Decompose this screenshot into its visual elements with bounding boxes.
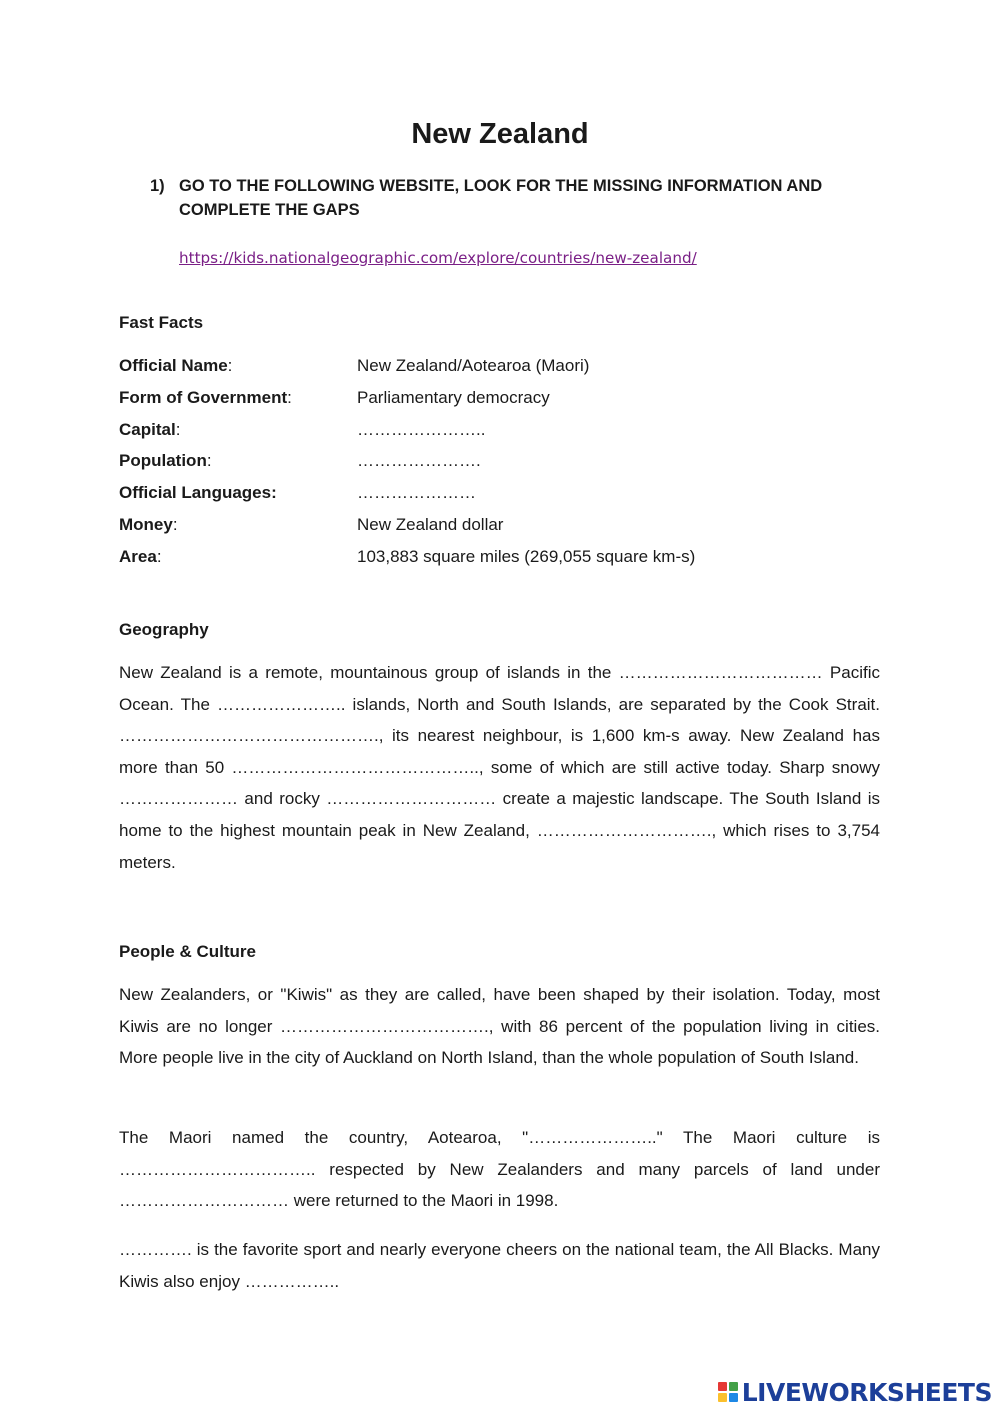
fact-label: Area: bbox=[119, 546, 162, 566]
fact-label: Money: bbox=[119, 514, 178, 534]
fact-label: Form of Government: bbox=[119, 387, 292, 407]
logo-text: LIVEWORKSHEETS bbox=[741, 1377, 992, 1407]
fact-label: Official Languages: bbox=[119, 483, 277, 503]
geography-paragraph: New Zealand is a remote, mountainous group of islands in the ……………………………… Pacific Ocean. The ………………….. islands, North and South Islands, are separated by the Cook Strait. ………………………………………., its nearest neighbour, is 1,600 km-s away. New Zealand has more than 50 …………………………………….., some of which are still active today. Sharp snowy ………………… and rocky ………………………… create a majestic landscape. The South Island is home to the highest mountain peak in New Zealand, …………………………., which rises to 3,754 meters. bbox=[119, 663, 880, 872]
people-paragraph-3: …………. is the favorite sport and nearly everyone cheers on the national team, the All Blacks. Many Kiwis also enjoy …………….. bbox=[119, 1240, 880, 1291]
liveworksheets-logo bbox=[718, 1379, 992, 1405]
people-paragraph-2: The Maori named the country, Aotearoa, "………………….." The Maori culture is …………………………….. respected by New Zealanders and many parcels of land under ………………………… were returned to the Maori in 1998. bbox=[119, 1128, 880, 1211]
fast-facts-heading: Fast Facts bbox=[119, 313, 204, 332]
logo-mark-square bbox=[718, 1382, 727, 1391]
fact-row-population bbox=[119, 448, 879, 480]
people-culture-heading: People & Culture bbox=[119, 942, 256, 961]
instruction bbox=[150, 174, 870, 222]
fast-facts-table bbox=[119, 353, 879, 576]
fact-row-official-languages bbox=[119, 480, 879, 512]
fact-row-money bbox=[119, 512, 879, 544]
logo-mark-square bbox=[729, 1393, 738, 1402]
fact-row-capital bbox=[119, 417, 879, 449]
fact-blank-population[interactable]: …………………. bbox=[357, 451, 481, 471]
fact-row-form-of-government bbox=[119, 385, 879, 417]
document-title: New Zealand bbox=[411, 118, 589, 150]
website-link[interactable]: https://kids.nationalgeographic.com/explore/countries/new-zealand/ bbox=[179, 249, 697, 267]
people-paragraph-1: New Zealanders, or "Kiwis" as they are called, have been shaped by their isolation. Today, most Kiwis are no longer ………………………………., with 86 percent of the population living in cities. More people live in the city of Auckland on North Island, than the whole population of South Island. bbox=[119, 985, 880, 1068]
instruction-text: GO TO THE FOLLOWING WEBSITE, LOOK FOR THE MISSING INFORMATION AND COMPLETE THE GAPS bbox=[179, 177, 823, 219]
fact-value: 103,883 square miles (269,055 square km-s) bbox=[357, 546, 696, 566]
geography-heading: Geography bbox=[119, 620, 209, 639]
fact-label: Capital: bbox=[119, 419, 181, 439]
fact-row-official-name bbox=[119, 353, 879, 385]
fact-label: Population: bbox=[119, 451, 212, 471]
fact-blank-languages[interactable]: ………………… bbox=[357, 483, 476, 503]
logo-mark-square bbox=[718, 1393, 727, 1402]
logo-mark-square bbox=[729, 1382, 738, 1391]
instruction-number: 1) bbox=[150, 177, 165, 195]
fact-row-area bbox=[119, 544, 879, 576]
fact-label: Official Name: bbox=[119, 356, 233, 375]
fact-value: New Zealand dollar bbox=[357, 514, 504, 534]
fact-value: Parliamentary democracy bbox=[357, 387, 550, 407]
fact-value: New Zealand/Aotearoa (Maori) bbox=[357, 356, 590, 375]
logo-mark-icon bbox=[718, 1382, 738, 1402]
fact-blank-capital[interactable]: ………………….. bbox=[357, 419, 486, 439]
